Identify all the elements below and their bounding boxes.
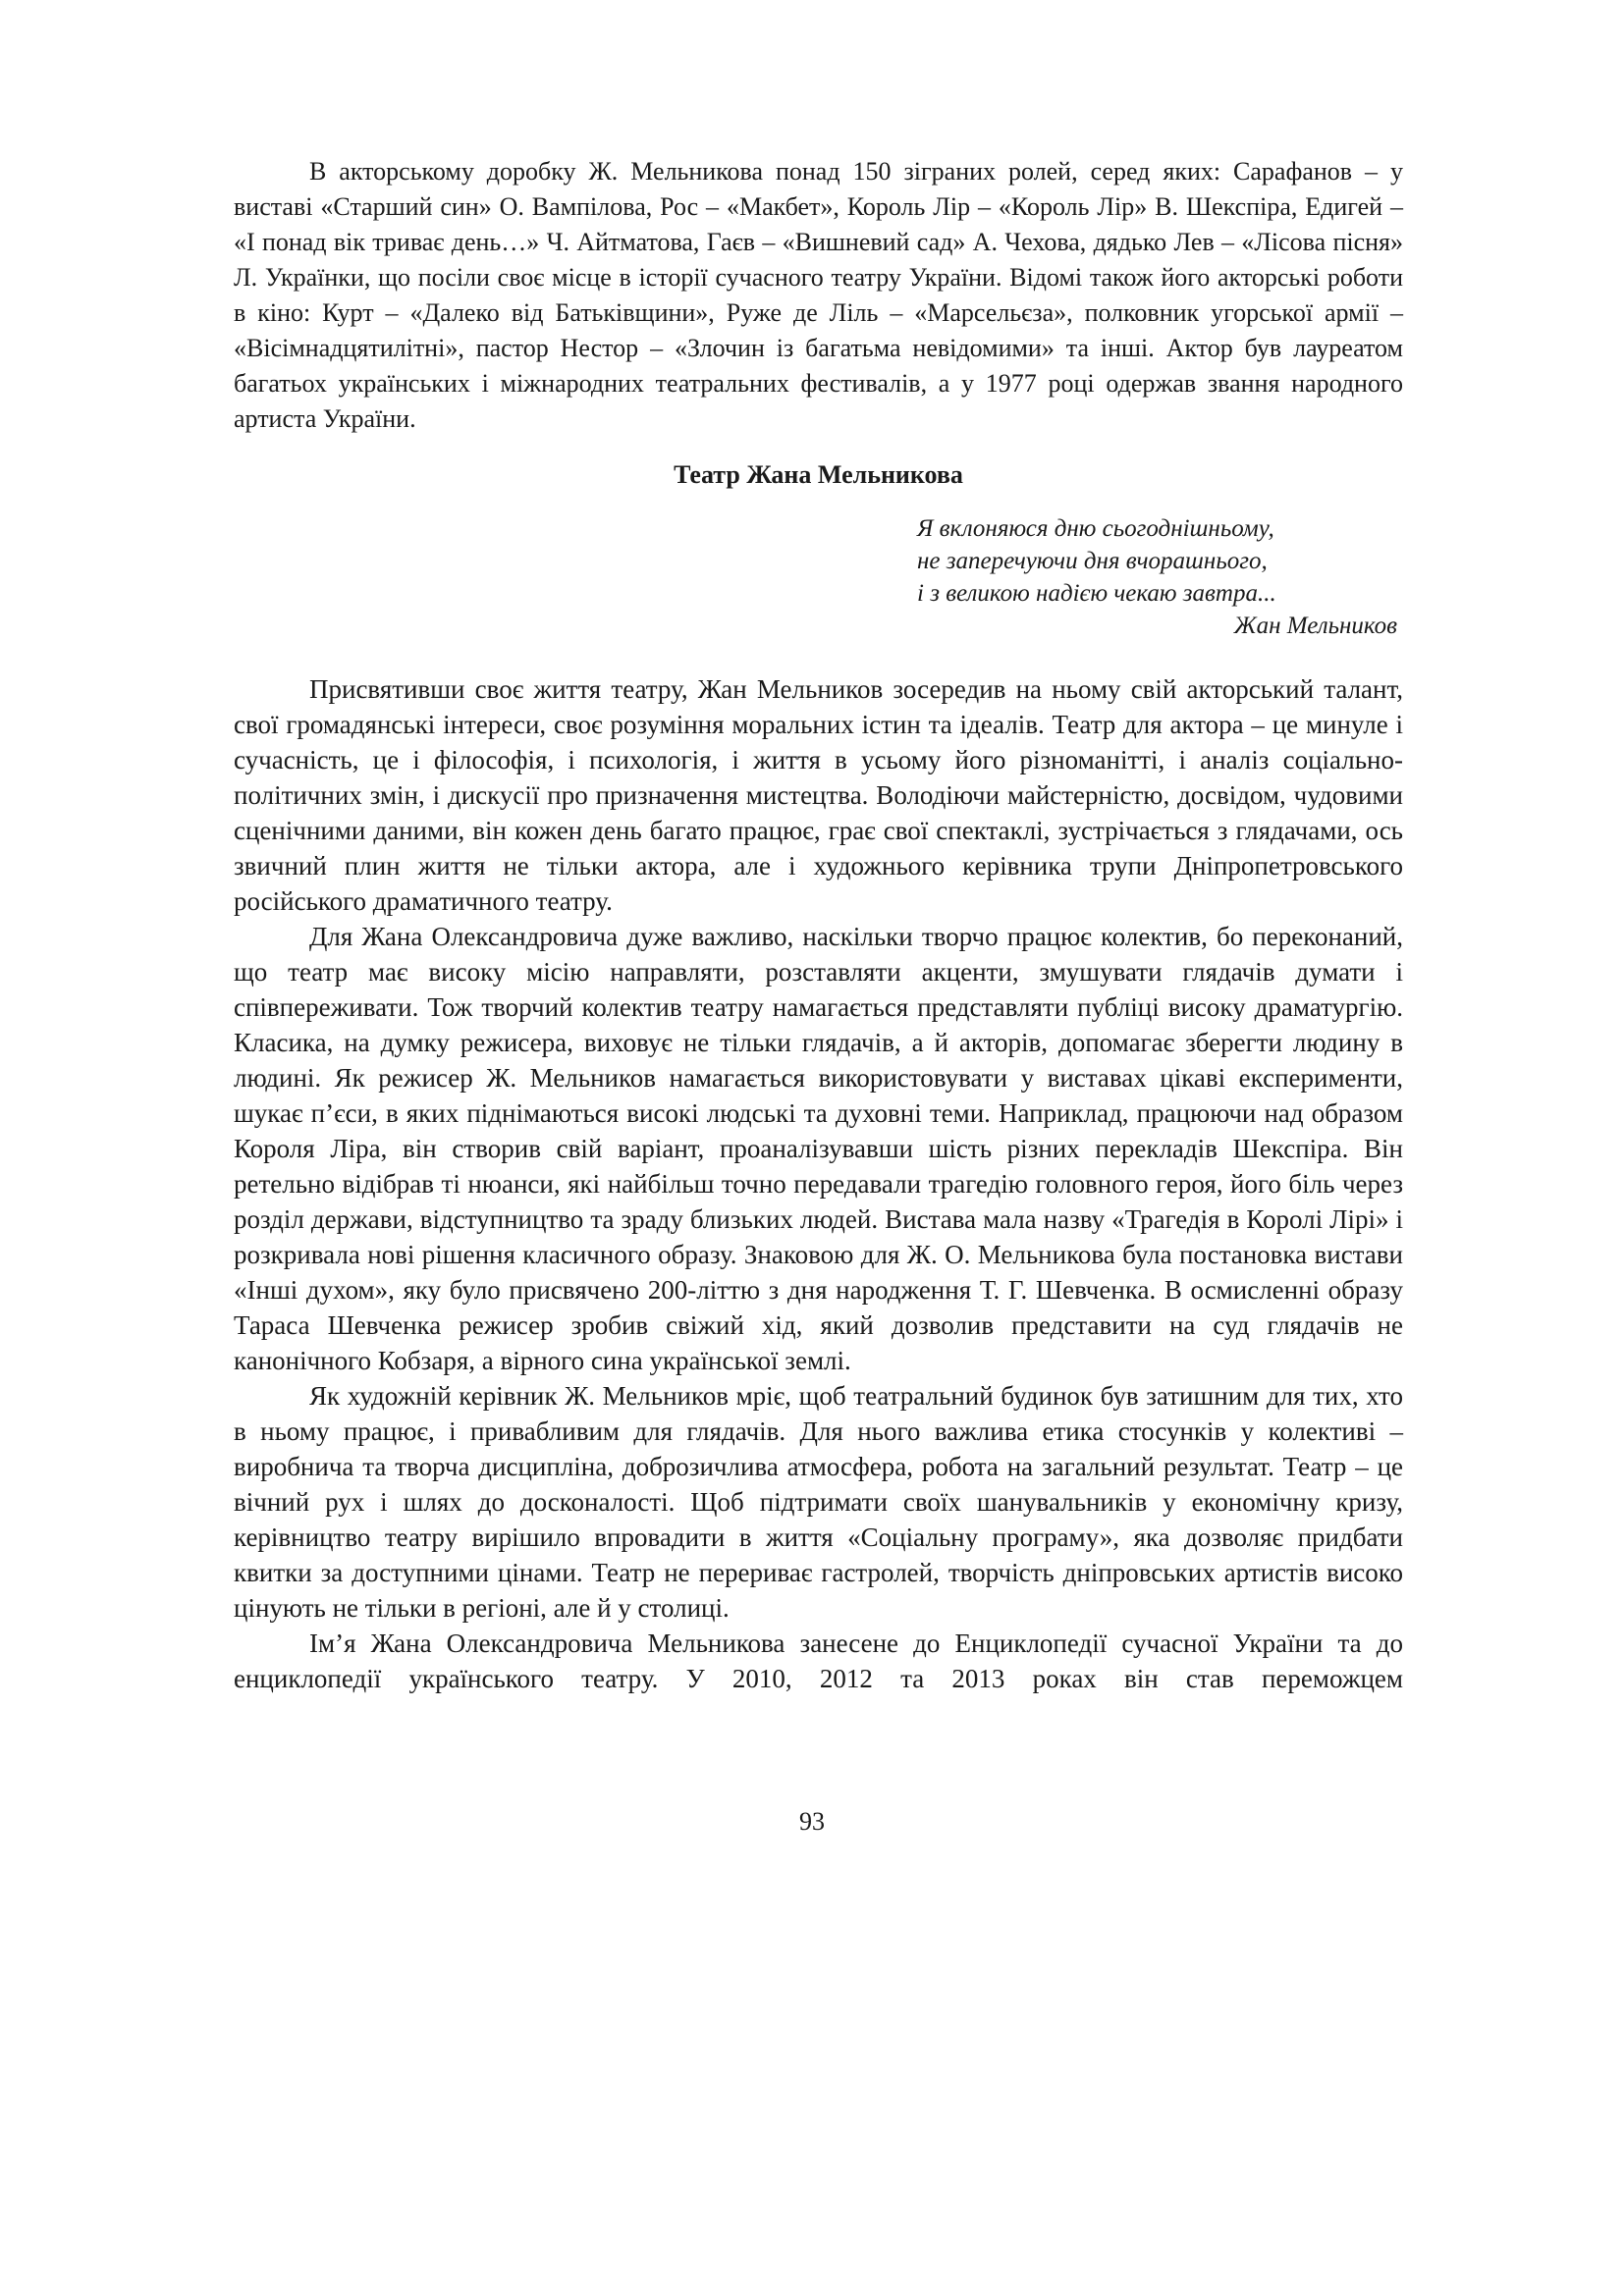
section-title: Театр Жана Мельникова xyxy=(674,460,963,489)
page-number: 93 xyxy=(799,1807,825,1836)
epigraph xyxy=(917,512,1403,642)
body-paragraph: Як художній керівник Ж. Мельников мріє, щоб театральний будинок був затишним для тих, хто в ньому працює, і привабливим для глядачів. Для нього важлива етика стосунків у колективі – виробнича та творча дисципліна, доброзичлива атмосфера, робота на загальний результат. Театр – це вічний рух і шлях до досконалості. Щоб підтримати своїх шанувальників у економічну кризу, керівництво театру вирішило впровадити в життя «Соціальну програму», яка дозволяє придбати квитки за доступними цінами. Театр не перериває гастролей, творчість дніпровських артистів високо цінують не тільки в регіоні, але й у столиці. xyxy=(234,1381,1403,1623)
body-paragraph: Присвятивши своє життя театру, Жан Мельников зосередив на ньому свій акторський талант, свої громадянські інтереси, своє розуміння моральних істин та ідеалів. Театр для актора – це минуле і сучасність, це і філософія, і психологія, і життя в усьому його різноманітті, і аналіз соціально-політичних змін, і дискусії про призначення мистецтва. Володіючи майстерністю, досвідом, чудовими сценічними даними, він кожен день багато працює, грає свої спектаклі, зустрічається з глядачами, ось звичний плин життя не тільки актора, але і художнього керівника трупи Дніпропетровського російського драматичного театру. xyxy=(234,674,1403,916)
intro-text-block xyxy=(234,154,1403,437)
epigraph-line: не заперечуючи дня вчорашнього, xyxy=(917,548,1268,574)
epigraph-line: і з великою надією чекаю завтра... xyxy=(917,580,1276,607)
epigraph-author: Жан Мельников xyxy=(1233,613,1397,639)
intro-paragraph: В акторському доробку Ж. Мельникова понад 150 зіграних ролей, серед яких: Сарафанов – у виставі «Старший син» О. Вампілова, Рос – «Макбет», Король Лір – «Король Лір» В. Шекспіра, Едигей – «І понад вік триває день…» Ч. Айтматова, Гаєв – «Вишневий сад» А. Чехова, дядько Лев – «Лісова пісня» Л. Українки, що посіли своє місце в історії сучасного театру України. Відомі також його акторські роботи в кіно: Курт – «Далеко від Батьківщини», Руже де Ліль – «Марсельєза», полковник угорської армії – «Вісімнадцятилітні», пастор Нестор – «Злочин із багатьма невідомими» та інші. Актор був лауреатом багатьох українських і міжнародних театральних фестивалів, а у 1977 році одержав звання народного артиста України. xyxy=(234,157,1403,433)
body-paragraph: Для Жана Олександровича дуже важливо, наскільки творчо працює колектив, бо переконаний, що театр має високу місію направляти, розставляти акценти, змушувати глядачів думати і співпереживати. Тож творчий колектив театру намагається представляти публіці високу драматургію. Класика, на думку режисера, виховує не тільки глядачів, а й акторів, допомагає зберегти людину в людині. Як режисер Ж. Мельников намагається використовувати у виставах цікаві експерименти, шукає п’єси, в яких піднімаються високі людські та духовні теми. Наприклад, працюючи над образом Короля Ліра, він створив свій варіант, проаналізувавши шість різних перекладів Шекспіра. Він ретельно відібрав ті нюанси, які найбільш точно передавали трагедію головного героя, його біль через розділ держави, відступництво та зраду близьких людей. Вистава мала назву «Трагедія в Королі Лірі» і розкривала нові рішення класичного образу. Знаковою для Ж. О. Мельникова була постановка вистави «Інші духом», яку було присвячено 200-літтю з дня народження Т. Г. Шевченка. В осмисленні образу Тараса Шевченка режисер зробив свіжий хід, який дозволив представити на суд глядачів не канонічного Кобзаря, а вірного сина української землі. xyxy=(234,922,1403,1375)
epigraph-line: Я вклоняюся дню сьогоднішньому, xyxy=(917,515,1274,542)
body-paragraph: Ім’я Жана Олександровича Мельникова занесене до Енциклопедії сучасної України та до енциклопедії українського театру. У 2010, 2012 та 2013 роках він став переможцем xyxy=(234,1629,1403,1693)
main-text-block xyxy=(234,671,1403,1696)
